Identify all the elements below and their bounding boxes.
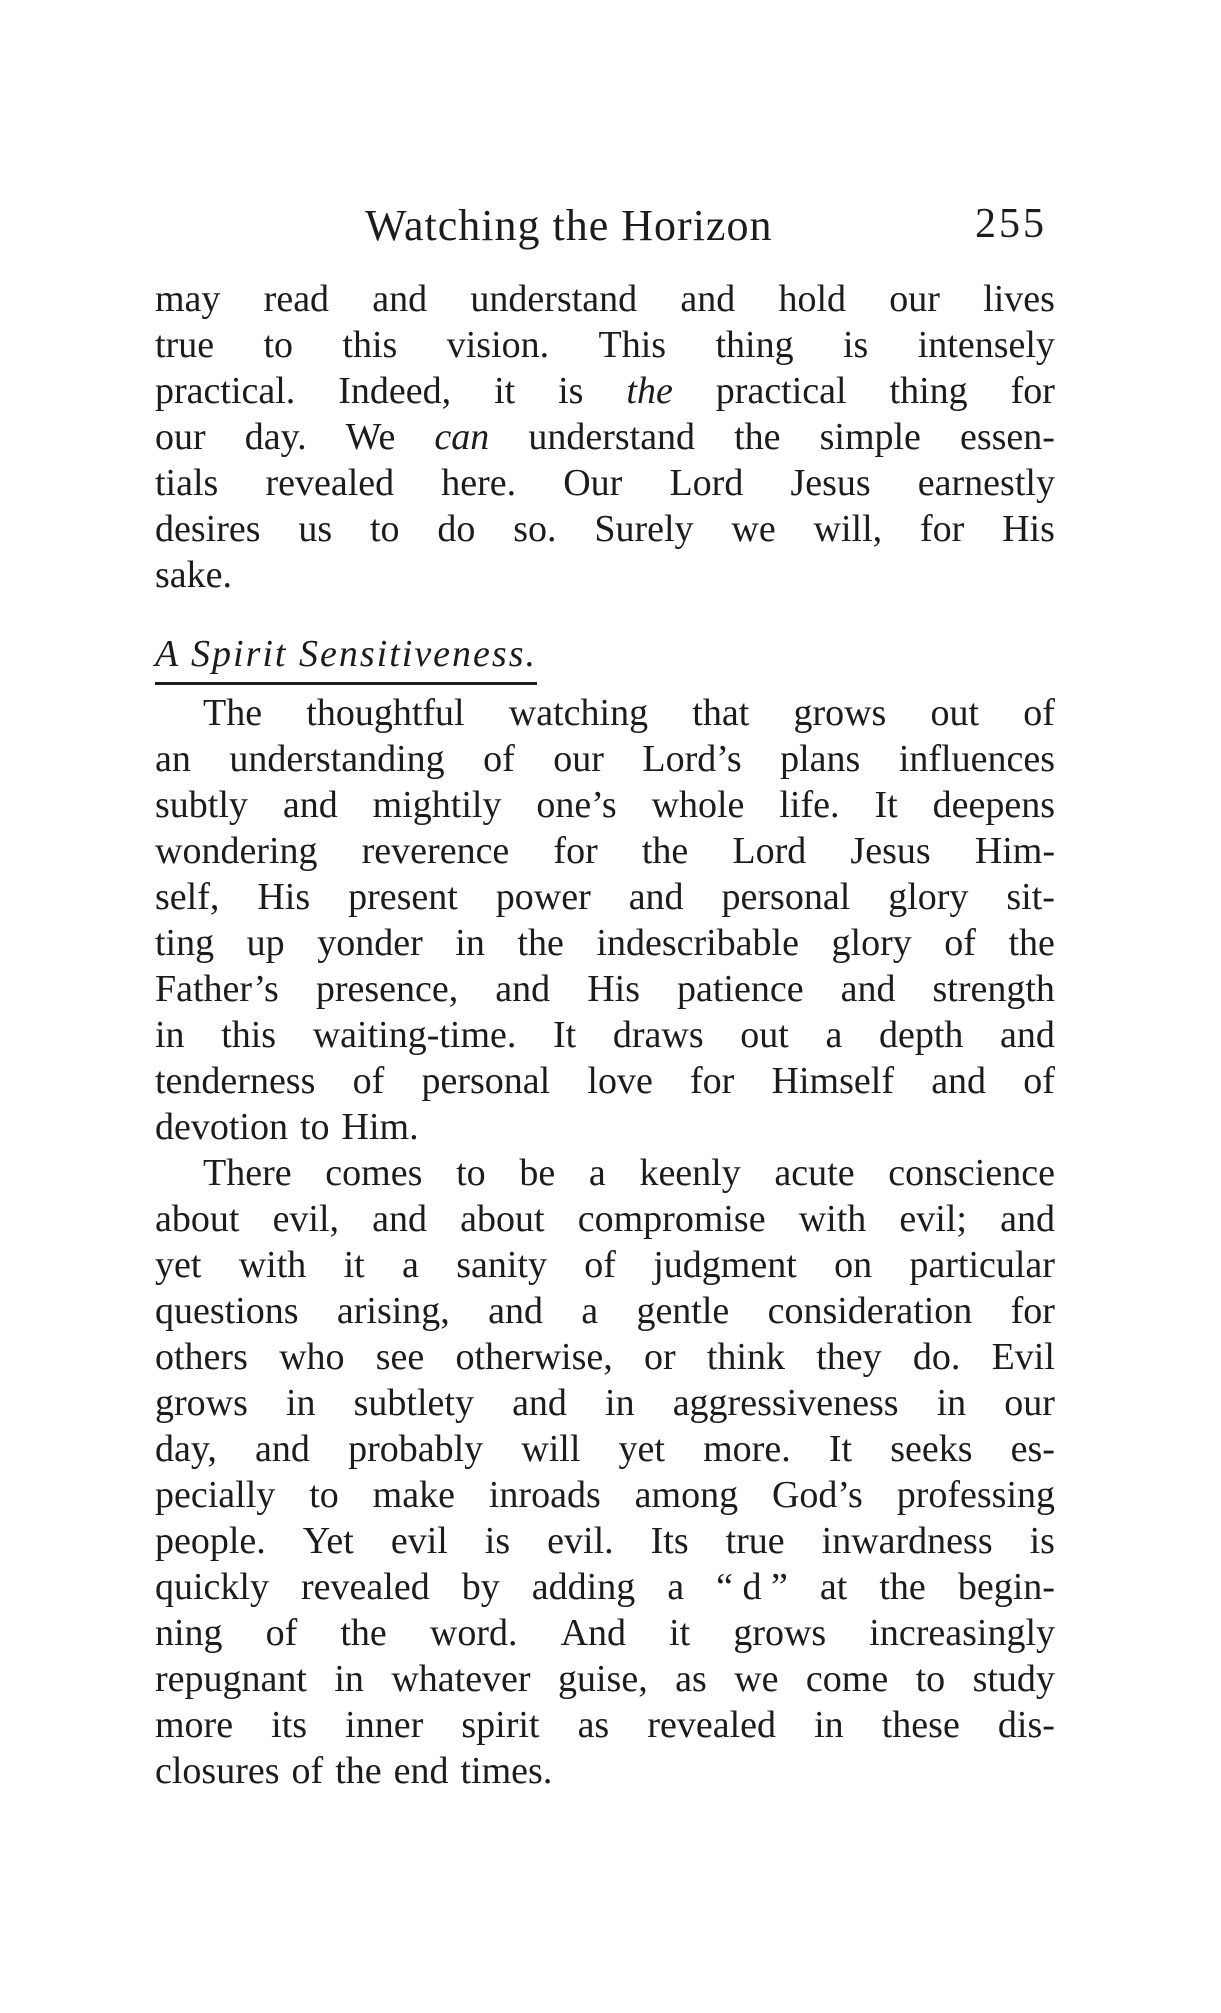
word: draws <box>612 1014 704 1056</box>
word: and <box>680 278 736 320</box>
paragraph <box>155 1150 1055 1794</box>
word: in <box>334 1658 364 1700</box>
word: understand <box>470 278 638 320</box>
word: by <box>461 1566 500 1608</box>
word: to <box>369 508 400 550</box>
word: yet <box>618 1428 665 1470</box>
word: judgment <box>653 1244 797 1286</box>
word: these <box>881 1704 960 1746</box>
word: do. <box>912 1336 961 1378</box>
word: ting <box>155 922 215 964</box>
text-line <box>155 414 1055 460</box>
text-line <box>155 1518 1055 1564</box>
word: true <box>155 324 215 366</box>
word: is <box>842 324 869 366</box>
word: repugnant <box>155 1658 307 1700</box>
word: it <box>494 370 516 412</box>
word: inroads <box>488 1474 601 1516</box>
text-line <box>155 368 1055 414</box>
word: see <box>375 1336 425 1378</box>
word: is <box>558 370 584 412</box>
word: more. <box>703 1428 791 1470</box>
word: and <box>628 876 684 918</box>
text-line <box>155 1564 1055 1610</box>
word: evil; <box>899 1198 967 1240</box>
word: be <box>519 1152 556 1194</box>
word: us <box>298 508 333 550</box>
word: to <box>299 1106 330 1148</box>
word: is <box>1029 1520 1055 1562</box>
word: the <box>517 922 564 964</box>
word: evil, <box>272 1198 340 1240</box>
word: read <box>263 278 330 320</box>
word: about <box>460 1198 545 1240</box>
word: for <box>1010 1290 1055 1332</box>
word: compromise <box>577 1198 766 1240</box>
word: It <box>828 1428 853 1470</box>
text-line <box>155 322 1055 368</box>
section-heading: A Spirit Sensitiveness. <box>155 630 537 685</box>
word: mightily <box>372 784 502 826</box>
word: It <box>553 1014 577 1056</box>
word: Lord <box>732 830 807 872</box>
word: and <box>372 278 428 320</box>
word: gentle <box>636 1290 730 1332</box>
word: on <box>834 1244 873 1286</box>
text-line <box>155 1334 1055 1380</box>
word: of <box>352 1060 385 1102</box>
word: Its <box>650 1520 689 1562</box>
text-line <box>155 690 1055 736</box>
word: Yet <box>302 1520 354 1562</box>
word: plans <box>780 738 861 780</box>
word: glory <box>888 876 969 918</box>
word: in <box>605 1382 635 1424</box>
word: this <box>342 324 398 366</box>
word: thing <box>889 370 968 412</box>
word: His <box>587 968 640 1010</box>
word: the <box>335 1750 382 1792</box>
word: Surely <box>594 508 694 550</box>
word: so. <box>513 508 557 550</box>
word: a <box>402 1244 419 1286</box>
text-line <box>155 1104 1055 1150</box>
word: personal <box>721 876 851 918</box>
word: as <box>577 1704 610 1746</box>
word: in <box>455 922 485 964</box>
word: presence, <box>315 968 459 1010</box>
word: arising, <box>336 1290 450 1332</box>
word: seeks <box>890 1428 973 1470</box>
word: It <box>874 784 898 826</box>
word: for <box>1010 370 1055 412</box>
word: begin- <box>957 1566 1055 1608</box>
text-line <box>155 1150 1055 1196</box>
text-line <box>155 736 1055 782</box>
running-head <box>155 200 1055 260</box>
word: the <box>879 1566 926 1608</box>
word: subtly <box>155 784 248 826</box>
word: more <box>155 1704 234 1746</box>
word: The <box>203 692 263 734</box>
text-line <box>155 1472 1055 1518</box>
word: aggressiveness <box>672 1382 899 1424</box>
word: Father’s <box>155 968 279 1010</box>
word: of <box>291 1750 324 1792</box>
word: at <box>819 1566 848 1608</box>
word: to <box>309 1474 339 1516</box>
word: intensely <box>917 324 1055 366</box>
word: of <box>944 922 976 964</box>
word: present <box>348 876 458 918</box>
italic-word: can <box>434 416 490 458</box>
word: Indeed, <box>338 370 452 412</box>
text-line <box>155 1426 1055 1472</box>
word: otherwise, <box>455 1336 613 1378</box>
word: day. <box>244 416 307 458</box>
word: questions <box>155 1290 299 1332</box>
word: deepens <box>932 784 1055 826</box>
word: and <box>488 1290 543 1332</box>
paragraph <box>155 276 1055 598</box>
word: tenderness <box>155 1060 316 1102</box>
word: professing <box>896 1474 1055 1516</box>
word: here. <box>441 462 517 504</box>
word: is <box>484 1520 511 1562</box>
word: vision. <box>446 324 550 366</box>
text-line <box>155 1610 1055 1656</box>
word: understanding <box>229 738 445 780</box>
word: closures <box>155 1750 280 1792</box>
word: true <box>725 1520 785 1562</box>
word: among <box>634 1474 739 1516</box>
text-line <box>155 460 1055 506</box>
italic-word: the <box>626 370 673 412</box>
word: up <box>246 922 285 964</box>
word: waiting-time. <box>312 1014 517 1056</box>
word: our <box>155 416 206 458</box>
word: self, <box>155 876 220 918</box>
word: of <box>584 1244 616 1286</box>
word: es- <box>1010 1428 1055 1470</box>
text-line <box>155 1702 1055 1748</box>
word: a <box>581 1290 599 1332</box>
word: with <box>238 1244 307 1286</box>
text-line <box>155 1242 1055 1288</box>
word: the <box>1008 922 1055 964</box>
word: wondering <box>155 830 318 872</box>
word: This <box>598 324 667 366</box>
word: indescribable <box>596 922 799 964</box>
text-line <box>155 1380 1055 1426</box>
word: glory <box>831 922 912 964</box>
word: sanity <box>456 1244 547 1286</box>
word: and <box>255 1428 310 1470</box>
word: for <box>690 1060 735 1102</box>
word: and <box>931 1060 987 1102</box>
text-line <box>155 276 1055 322</box>
word: think <box>706 1336 785 1378</box>
word: comes <box>325 1152 423 1194</box>
word: understand <box>528 416 696 458</box>
word: evil <box>390 1520 448 1562</box>
word: Evil <box>991 1336 1055 1378</box>
word: to <box>263 324 294 366</box>
word: of <box>265 1612 298 1654</box>
word: tials <box>155 462 219 504</box>
word: acute <box>774 1152 855 1194</box>
word: quickly <box>155 1566 269 1608</box>
word: inner <box>345 1704 424 1746</box>
word: and <box>282 784 338 826</box>
text-line <box>155 552 1055 598</box>
word: subtlety <box>353 1382 474 1424</box>
word: life. <box>779 784 840 826</box>
word: adding <box>531 1566 636 1608</box>
word: grows <box>733 1612 827 1654</box>
word: or <box>643 1336 676 1378</box>
word: the <box>340 1612 387 1654</box>
word: a <box>825 1014 843 1056</box>
word: yet <box>155 1244 202 1286</box>
word: to <box>456 1152 486 1194</box>
word: in <box>936 1382 967 1424</box>
word: increasingly <box>869 1612 1055 1654</box>
word: who <box>279 1336 345 1378</box>
word: particular <box>909 1244 1055 1286</box>
word: and <box>840 968 896 1010</box>
word: as <box>675 1658 707 1700</box>
word: watching <box>508 692 649 734</box>
word: pecially <box>155 1474 276 1516</box>
word: will <box>521 1428 581 1470</box>
word: grows <box>793 692 887 734</box>
word: with <box>798 1198 867 1240</box>
word: of <box>483 738 515 780</box>
word: Our <box>563 462 623 504</box>
word: There <box>203 1152 292 1194</box>
word: simple <box>819 416 921 458</box>
word: strength <box>932 968 1055 1010</box>
word: do <box>437 508 476 550</box>
word: consideration <box>767 1290 973 1332</box>
word: revealed <box>647 1704 776 1746</box>
word: hold <box>778 278 847 320</box>
word: one’s <box>536 784 617 826</box>
word: lives <box>983 278 1055 320</box>
page-number: 255 <box>975 201 1047 247</box>
word: that <box>692 692 750 734</box>
text-line <box>155 1012 1055 1058</box>
word: word. <box>429 1612 518 1654</box>
word: this <box>221 1014 277 1056</box>
word: Him. <box>341 1106 419 1148</box>
word: out <box>930 692 980 734</box>
word: thing <box>715 324 794 366</box>
word: people. <box>155 1520 266 1562</box>
word: guise, <box>558 1658 648 1700</box>
word: an <box>155 738 191 780</box>
word: Lord’s <box>642 738 742 780</box>
word: of <box>1023 1060 1055 1102</box>
text-line <box>155 828 1055 874</box>
word: for <box>553 830 598 872</box>
word: day, <box>155 1428 217 1470</box>
word: the <box>734 416 781 458</box>
word: its <box>271 1704 308 1746</box>
text-line <box>155 782 1055 828</box>
text-line <box>155 1058 1055 1104</box>
word: depth <box>878 1014 964 1056</box>
word: sake. <box>155 554 233 596</box>
word: Him- <box>974 830 1055 872</box>
word: essen- <box>959 416 1055 458</box>
word: patience <box>677 968 804 1010</box>
word: whole <box>651 784 745 826</box>
word: in <box>155 1014 185 1056</box>
word: and <box>1000 1198 1055 1240</box>
word: our <box>1004 1382 1055 1424</box>
word: practical <box>715 370 847 412</box>
word: keenly <box>639 1152 741 1194</box>
word: and <box>372 1198 428 1240</box>
word: end <box>393 1750 449 1792</box>
word: may <box>155 278 221 320</box>
word: sit- <box>1006 876 1055 918</box>
word: our <box>889 278 940 320</box>
word: “ d ” <box>716 1566 788 1608</box>
text-line <box>155 1656 1055 1702</box>
word: His <box>1002 508 1055 550</box>
word: personal <box>421 1060 551 1102</box>
word: desires <box>155 508 261 550</box>
word: for <box>919 508 965 550</box>
word: Jesus <box>850 830 931 872</box>
word: reverence <box>361 830 510 872</box>
word: they <box>816 1336 882 1378</box>
word: about <box>155 1198 240 1240</box>
word: come <box>805 1658 889 1700</box>
word: evil. <box>547 1520 614 1562</box>
word: whatever <box>391 1658 531 1700</box>
word: study <box>972 1658 1055 1700</box>
text-line <box>155 506 1055 552</box>
word: And <box>560 1612 627 1654</box>
word: make <box>372 1474 455 1516</box>
word: dis- <box>997 1704 1055 1746</box>
word: grows <box>155 1382 248 1424</box>
word: God’s <box>771 1474 863 1516</box>
word: love <box>587 1060 653 1102</box>
word: devotion <box>155 1106 288 1148</box>
word: conscience <box>888 1152 1055 1194</box>
text-line <box>155 1288 1055 1334</box>
word: earnestly <box>917 462 1055 504</box>
word: yonder <box>317 922 423 964</box>
word: times. <box>460 1750 553 1792</box>
word: it <box>343 1244 365 1286</box>
word: of <box>1023 692 1055 734</box>
word: the <box>641 830 689 872</box>
word: Himself <box>771 1060 894 1102</box>
text-line <box>155 874 1055 920</box>
word: His <box>257 876 311 918</box>
word: Jesus <box>790 462 871 504</box>
word: in <box>285 1382 316 1424</box>
word: revealed <box>301 1566 430 1608</box>
word: influences <box>898 738 1055 780</box>
text-line <box>155 1196 1055 1242</box>
word: it <box>669 1612 691 1654</box>
word: We <box>345 416 396 458</box>
word: spirit <box>461 1704 540 1746</box>
word: inwardness <box>821 1520 993 1562</box>
word: thoughtful <box>306 692 465 734</box>
word: and <box>1000 1014 1055 1056</box>
word: revealed <box>265 462 395 504</box>
running-title: Watching the Horizon <box>365 201 773 250</box>
word: others <box>155 1336 248 1378</box>
text-line <box>155 1748 1055 1794</box>
word: probably <box>348 1428 484 1470</box>
word: Lord <box>669 462 744 504</box>
word: our <box>553 738 604 780</box>
word: and <box>512 1382 567 1424</box>
word: we <box>731 508 776 550</box>
word: will, <box>813 508 883 550</box>
text-line <box>155 920 1055 966</box>
word: we <box>734 1658 779 1700</box>
word: and <box>495 968 551 1010</box>
word: a <box>588 1152 606 1194</box>
word: out <box>740 1014 789 1056</box>
paragraph <box>155 690 1055 1150</box>
word: to <box>915 1658 946 1700</box>
word: a <box>667 1566 685 1608</box>
text-line <box>155 966 1055 1012</box>
word: practical. <box>155 370 296 412</box>
word: ning <box>155 1612 223 1654</box>
word: power <box>495 876 591 918</box>
word: in <box>814 1704 844 1746</box>
